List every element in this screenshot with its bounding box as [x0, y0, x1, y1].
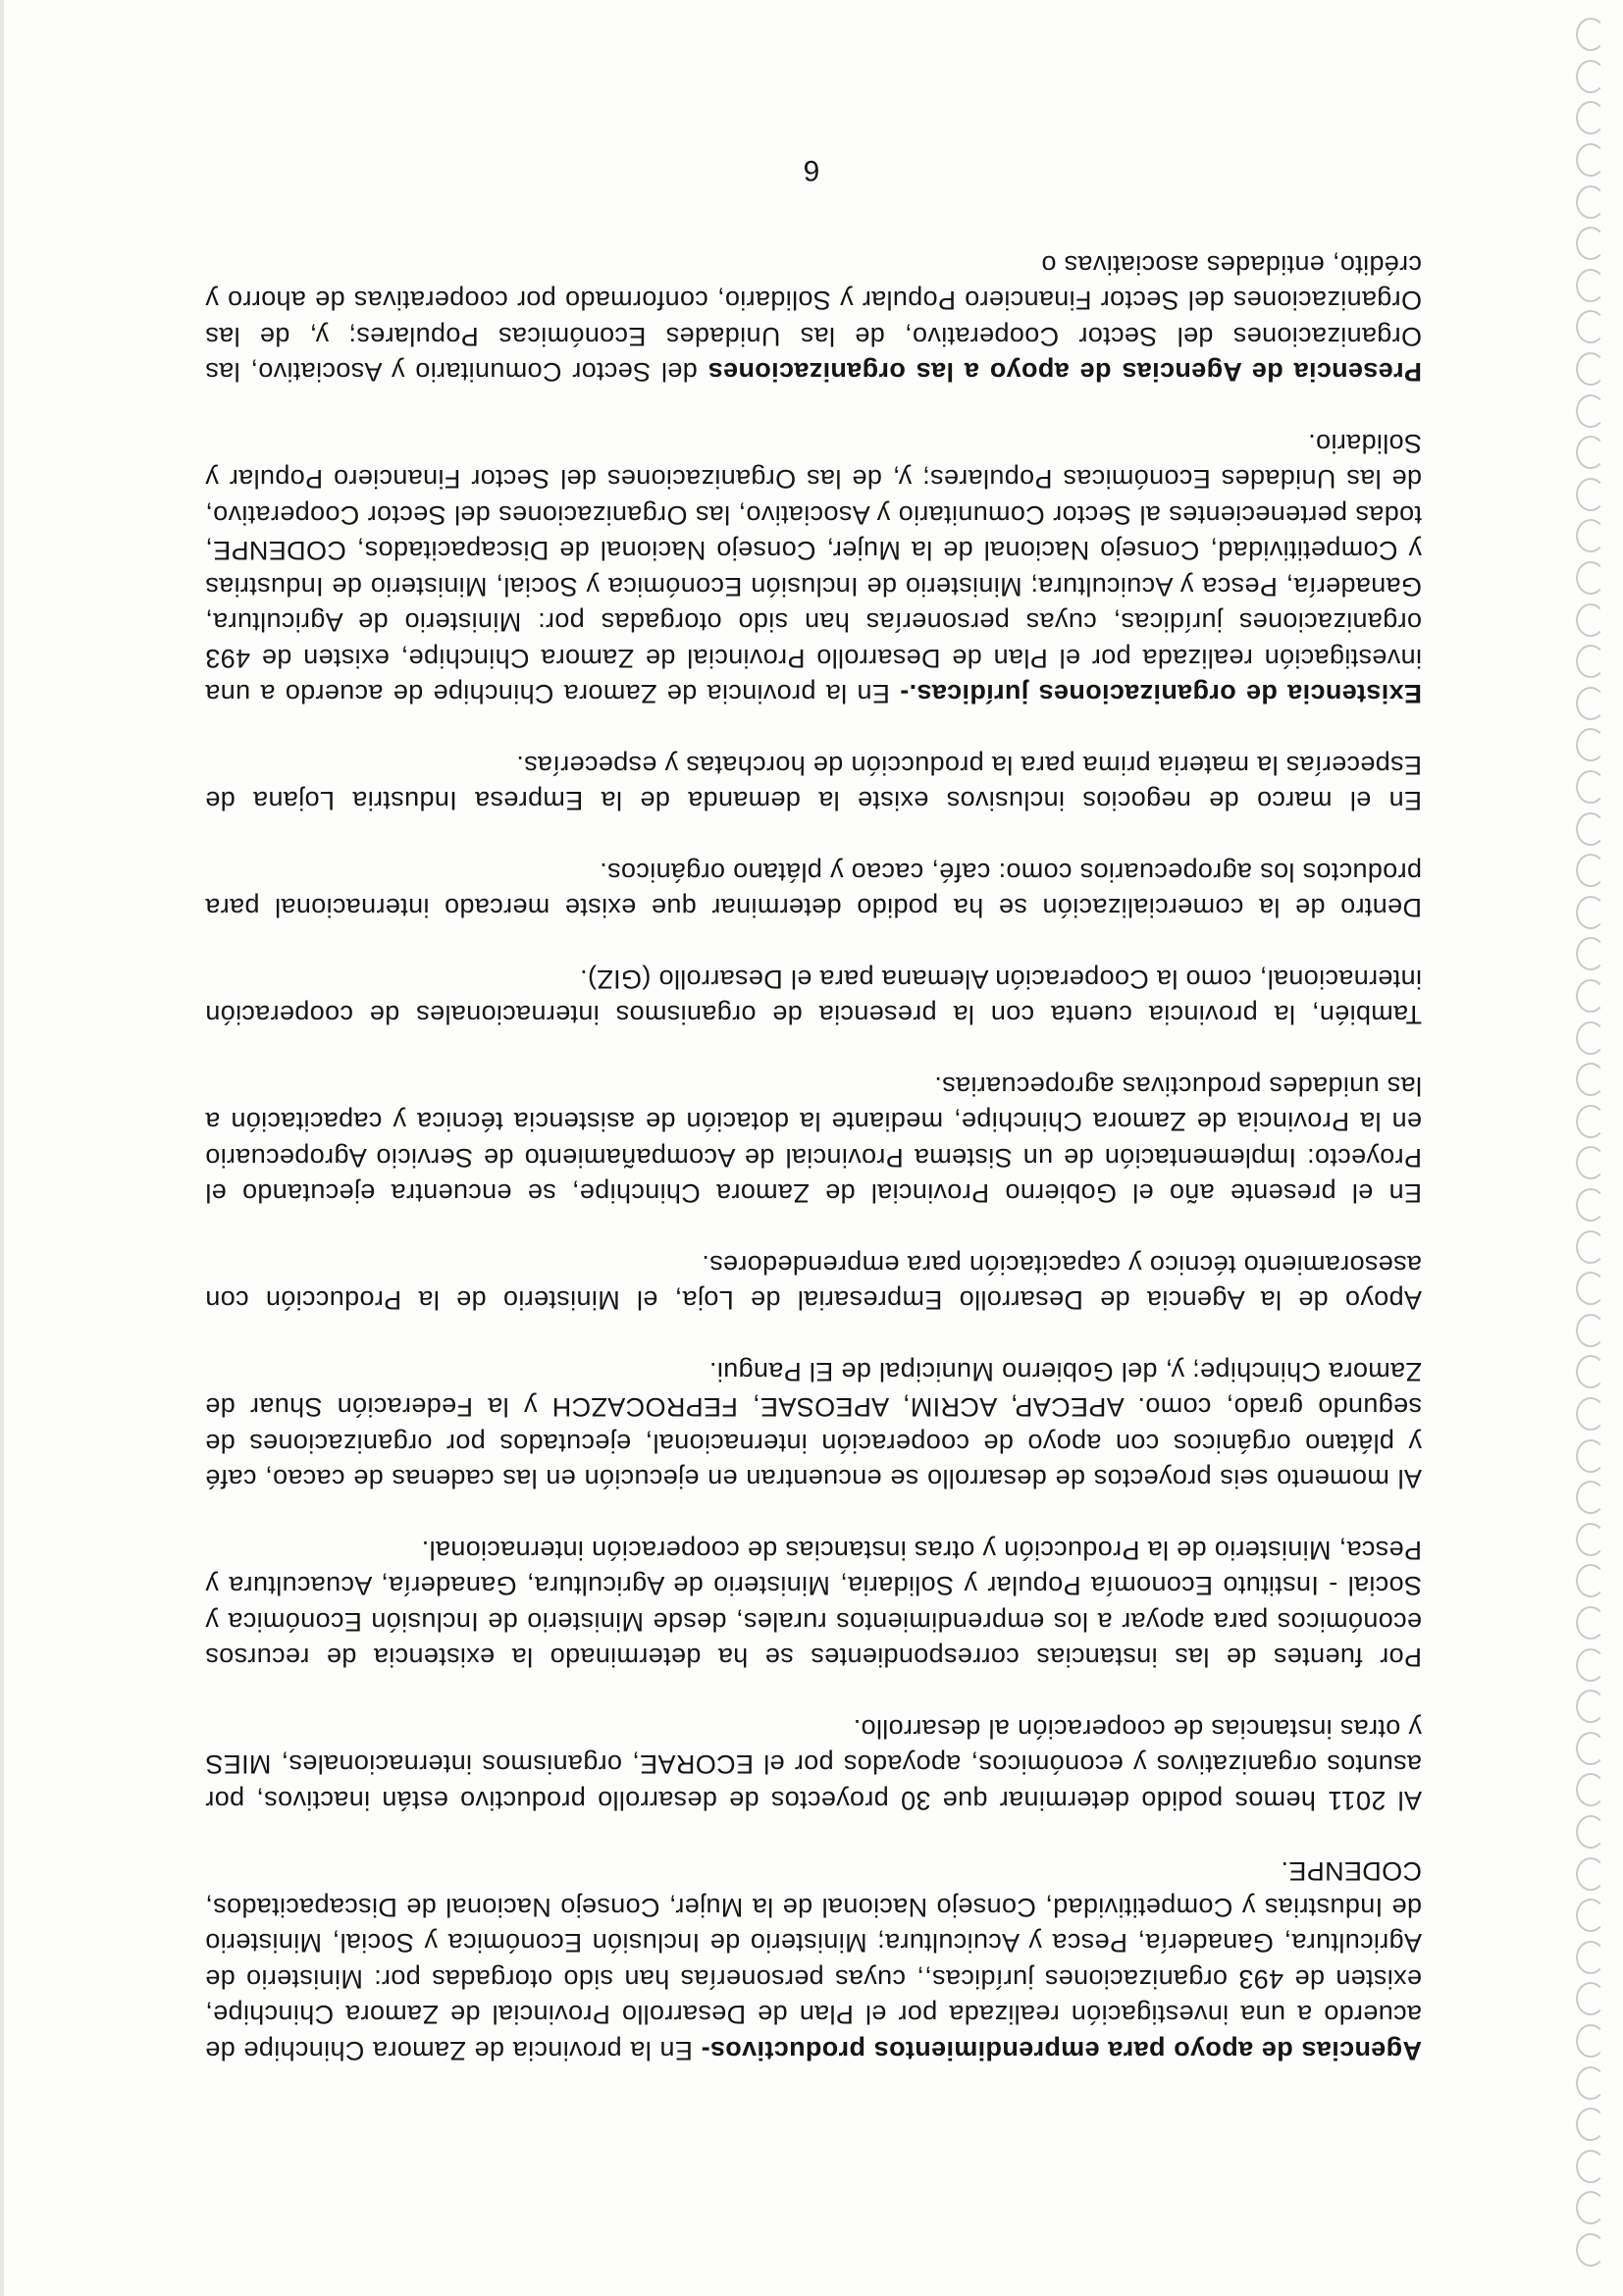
paragraph-proyectos-ejecucion	[205, 1354, 1422, 1497]
binding-ring	[1576, 2024, 1605, 2058]
binding-ring	[1576, 1606, 1605, 1640]
paragraph-text: En el marco de negocios inclusivos existe la demanda de la Empresa Industria Lojana de Especerías la materia prima para la producción de horchatas y especerías.	[205, 751, 1422, 816]
paragraph-text: Al momento seis proyectos de desarrollo se encuentran en ejecución en las cadenas de cacao, café y plátano orgánicos con apoyo de cooperación internacional, ejecutados por organizaciones de segundo grado, como. APECAP, ACRIM, APEOSAE, FEPROCAZCH y la Federación Shuar de Zamora Chinchipe; y, del Gobierno Municipal de El Pangui.	[205, 1357, 1422, 1494]
paragraph-heading: Agencias de apoyo para emprendimientos productivos-	[701, 2036, 1422, 2065]
page-edge	[0, 0, 4, 2296]
binding-ring	[1576, 603, 1605, 637]
binding-ring	[1576, 18, 1605, 51]
binding-ring	[1576, 394, 1605, 428]
binding-ring	[1576, 2150, 1605, 2183]
paragraph-text: Por fuentes de las instancias correspondientes se ha determinado la existencia de recursos económicos para apoyar a los emprendimientos rurales, desde Ministerio de Inclusión Económica y Social - Instituto Economía Popular y Solidaria, Ministerio de Agricultura, Ganadería, Acuacultura y Pesca, Ministerio de la Producción y otras instancias de cooperación internacional.	[205, 1536, 1422, 1673]
binding-ring	[1576, 1355, 1605, 1388]
binding-ring	[1576, 896, 1605, 929]
binding-ring	[1576, 1690, 1605, 1723]
paragraph-text: También, la provincia cuenta con la presencia de organismos internacionales de cooperación internacional, como la Cooperación Alemana para el Desarrollo (GIZ).	[205, 965, 1422, 1030]
binding-ring	[1576, 101, 1605, 134]
binding-ring	[1576, 1564, 1605, 1597]
paragraph-text: Apoyo de la Agencia de Desarrollo Empresarial de Loja, el Ministerio de la Producción con asesoramiento técnico y capacitación para emprendedores.	[205, 1250, 1422, 1316]
binding-ring	[1576, 1648, 1605, 1682]
binding-ring	[1576, 645, 1605, 678]
paragraph-text: En el presente año el Gobierno Provincial de Zamora Chinchipe, se encuentra ejecutando el Proyecto: Implementación de un Sistema Provincial de Acompañamiento de Servicio Agropecuario en la Provincia de Zamora Chinchipe, mediante la dotación de asistencia técnica y capacitación a las unidades productivas agropecuarias.	[205, 1071, 1422, 1209]
document-body	[205, 212, 1422, 2069]
binding-ring	[1576, 1523, 1605, 1556]
binding-ring	[1576, 1815, 1605, 1849]
binding-ring	[1576, 519, 1605, 552]
binding-ring	[1576, 60, 1605, 93]
binding-ring	[1576, 770, 1605, 804]
binding-ring	[1576, 1021, 1605, 1055]
paragraph-text: Dentro de la comercialización se ha podido determinar que existe mercado internacional para productos los agropecuarios como: café, cacao y plátano orgánicos.	[205, 858, 1422, 923]
paragraph-heading: Presencia de Agencias de apoyo a las organizaciones	[707, 357, 1422, 388]
binding-ring	[1576, 1732, 1605, 1765]
binding-ring	[1576, 1899, 1605, 1932]
binding-ring	[1576, 979, 1605, 1013]
paragraph-comercializacion	[205, 855, 1422, 926]
binding-ring	[1576, 1857, 1605, 1891]
paragraph-presencia-agencias	[205, 247, 1422, 391]
binding-ring	[1576, 1272, 1605, 1305]
paragraph-organizaciones-juridicas	[205, 426, 1422, 712]
binding-ring	[1576, 937, 1605, 970]
binding-ring	[1576, 2233, 1605, 2267]
binding-ring	[1576, 227, 1605, 260]
paragraph-text: En la provincia de Zamora Chinchipe de acuerdo a una investigación realizada por el Plan de Desarrollo Provincial de Zamora Chinchipe, existen de 493 organizaciones jurídicas,, cuyas personerías han sido otorgadas por: Ministerio de Agricultura, Ganadería, Pesca y Acuicultura; Ministerio de Inclusión Económica y Social, Ministerio de Industrias y Competitividad, Consejo Nacional de la Mujer, Consejo Nacional de Discapacitados, CODENPE.	[205, 1856, 1422, 2065]
binding-ring	[1576, 269, 1605, 302]
binding-ring	[1576, 1188, 1605, 1222]
binding-ring	[1576, 185, 1605, 219]
binding-ring	[1576, 728, 1605, 761]
paragraph-cooperacion-internacional	[205, 962, 1422, 1033]
binding-ring	[1576, 436, 1605, 469]
page-number: 6	[803, 154, 820, 186]
paragraph-proyectos-inactivos	[205, 1711, 1422, 1819]
binding-ring	[1576, 1105, 1605, 1138]
binding-ring	[1576, 2066, 1605, 2100]
binding-ring	[1576, 1146, 1605, 1179]
binding-ring	[1576, 2191, 1605, 2224]
paragraph-gobierno-provincial	[205, 1069, 1422, 1212]
binding-ring	[1576, 478, 1605, 511]
binding-ring	[1576, 1230, 1605, 1264]
binding-ring	[1576, 1439, 1605, 1473]
binding-ring	[1576, 687, 1605, 720]
binding-ring	[1576, 310, 1605, 343]
paragraph-heading: Existencia de organizaciones jurídicas.-	[899, 679, 1422, 709]
binding-ring	[1576, 1941, 1605, 1974]
binding-ring	[1576, 1773, 1605, 1806]
binding-ring	[1576, 1314, 1605, 1347]
paragraph-recursos-economicos	[205, 1533, 1422, 1676]
paragraph-agencia-loja	[205, 1247, 1422, 1319]
paragraph-text: Al 2011 hemos podido determinar que 30 proyectos de desarrollo productivo están inactivos, por asuntos organizativos y económicos, apoyados por el ECORAE, organismos internacionales, MIES y otras instancias de cooperación al desarrollo.	[205, 1714, 1422, 1815]
binding-ring	[1576, 812, 1605, 846]
spiral-binding	[1554, 0, 1623, 2296]
paragraph-negocios-inclusivos	[205, 748, 1422, 819]
binding-ring	[1576, 1481, 1605, 1514]
binding-ring	[1576, 2108, 1605, 2141]
paragraph-text: En la provincia de Zamora Chinchipe de acuerdo a una investigación realizada por el Plan de Desarrollo Provincial de Zamora Chinchipe, existen de 493 organizaciones jurídicas, cuyas personerías han sido otorgadas por: Ministerio de Agricultura, Ganadería, Pesca y Acuicultura; Ministerio de Inclusión Económica y Social, Ministerio de Industrias y Competitividad, Consejo Nacional de la Mujer, Consejo Nacional de Discapacitados, CODENPE, todas pertenecientes al Sector Comunitario y Asociativo, las Organizaciones del Sector Cooperativo, de las Unidades Económicas Populares; y, de las Organizaciones del Sector Financiero Popular y Solidario.	[205, 429, 1422, 709]
binding-ring	[1576, 561, 1605, 595]
paragraph-text: del Sector Comunitario y Asociativo, las Organizaciones del Sector Cooperativo, de las Unidades Económicas Populares; y, de las Organizaciones del Sector Financiero Popular y Solidario, conformado por cooperativas de ahorro y crédito, entidades asociativas o	[205, 250, 1422, 388]
binding-ring	[1576, 1397, 1605, 1431]
paragraph-agencias-apoyo	[205, 1853, 1422, 2068]
binding-ring	[1576, 1982, 1605, 2015]
binding-ring	[1576, 1063, 1605, 1096]
binding-ring	[1576, 352, 1605, 386]
binding-ring	[1576, 854, 1605, 887]
